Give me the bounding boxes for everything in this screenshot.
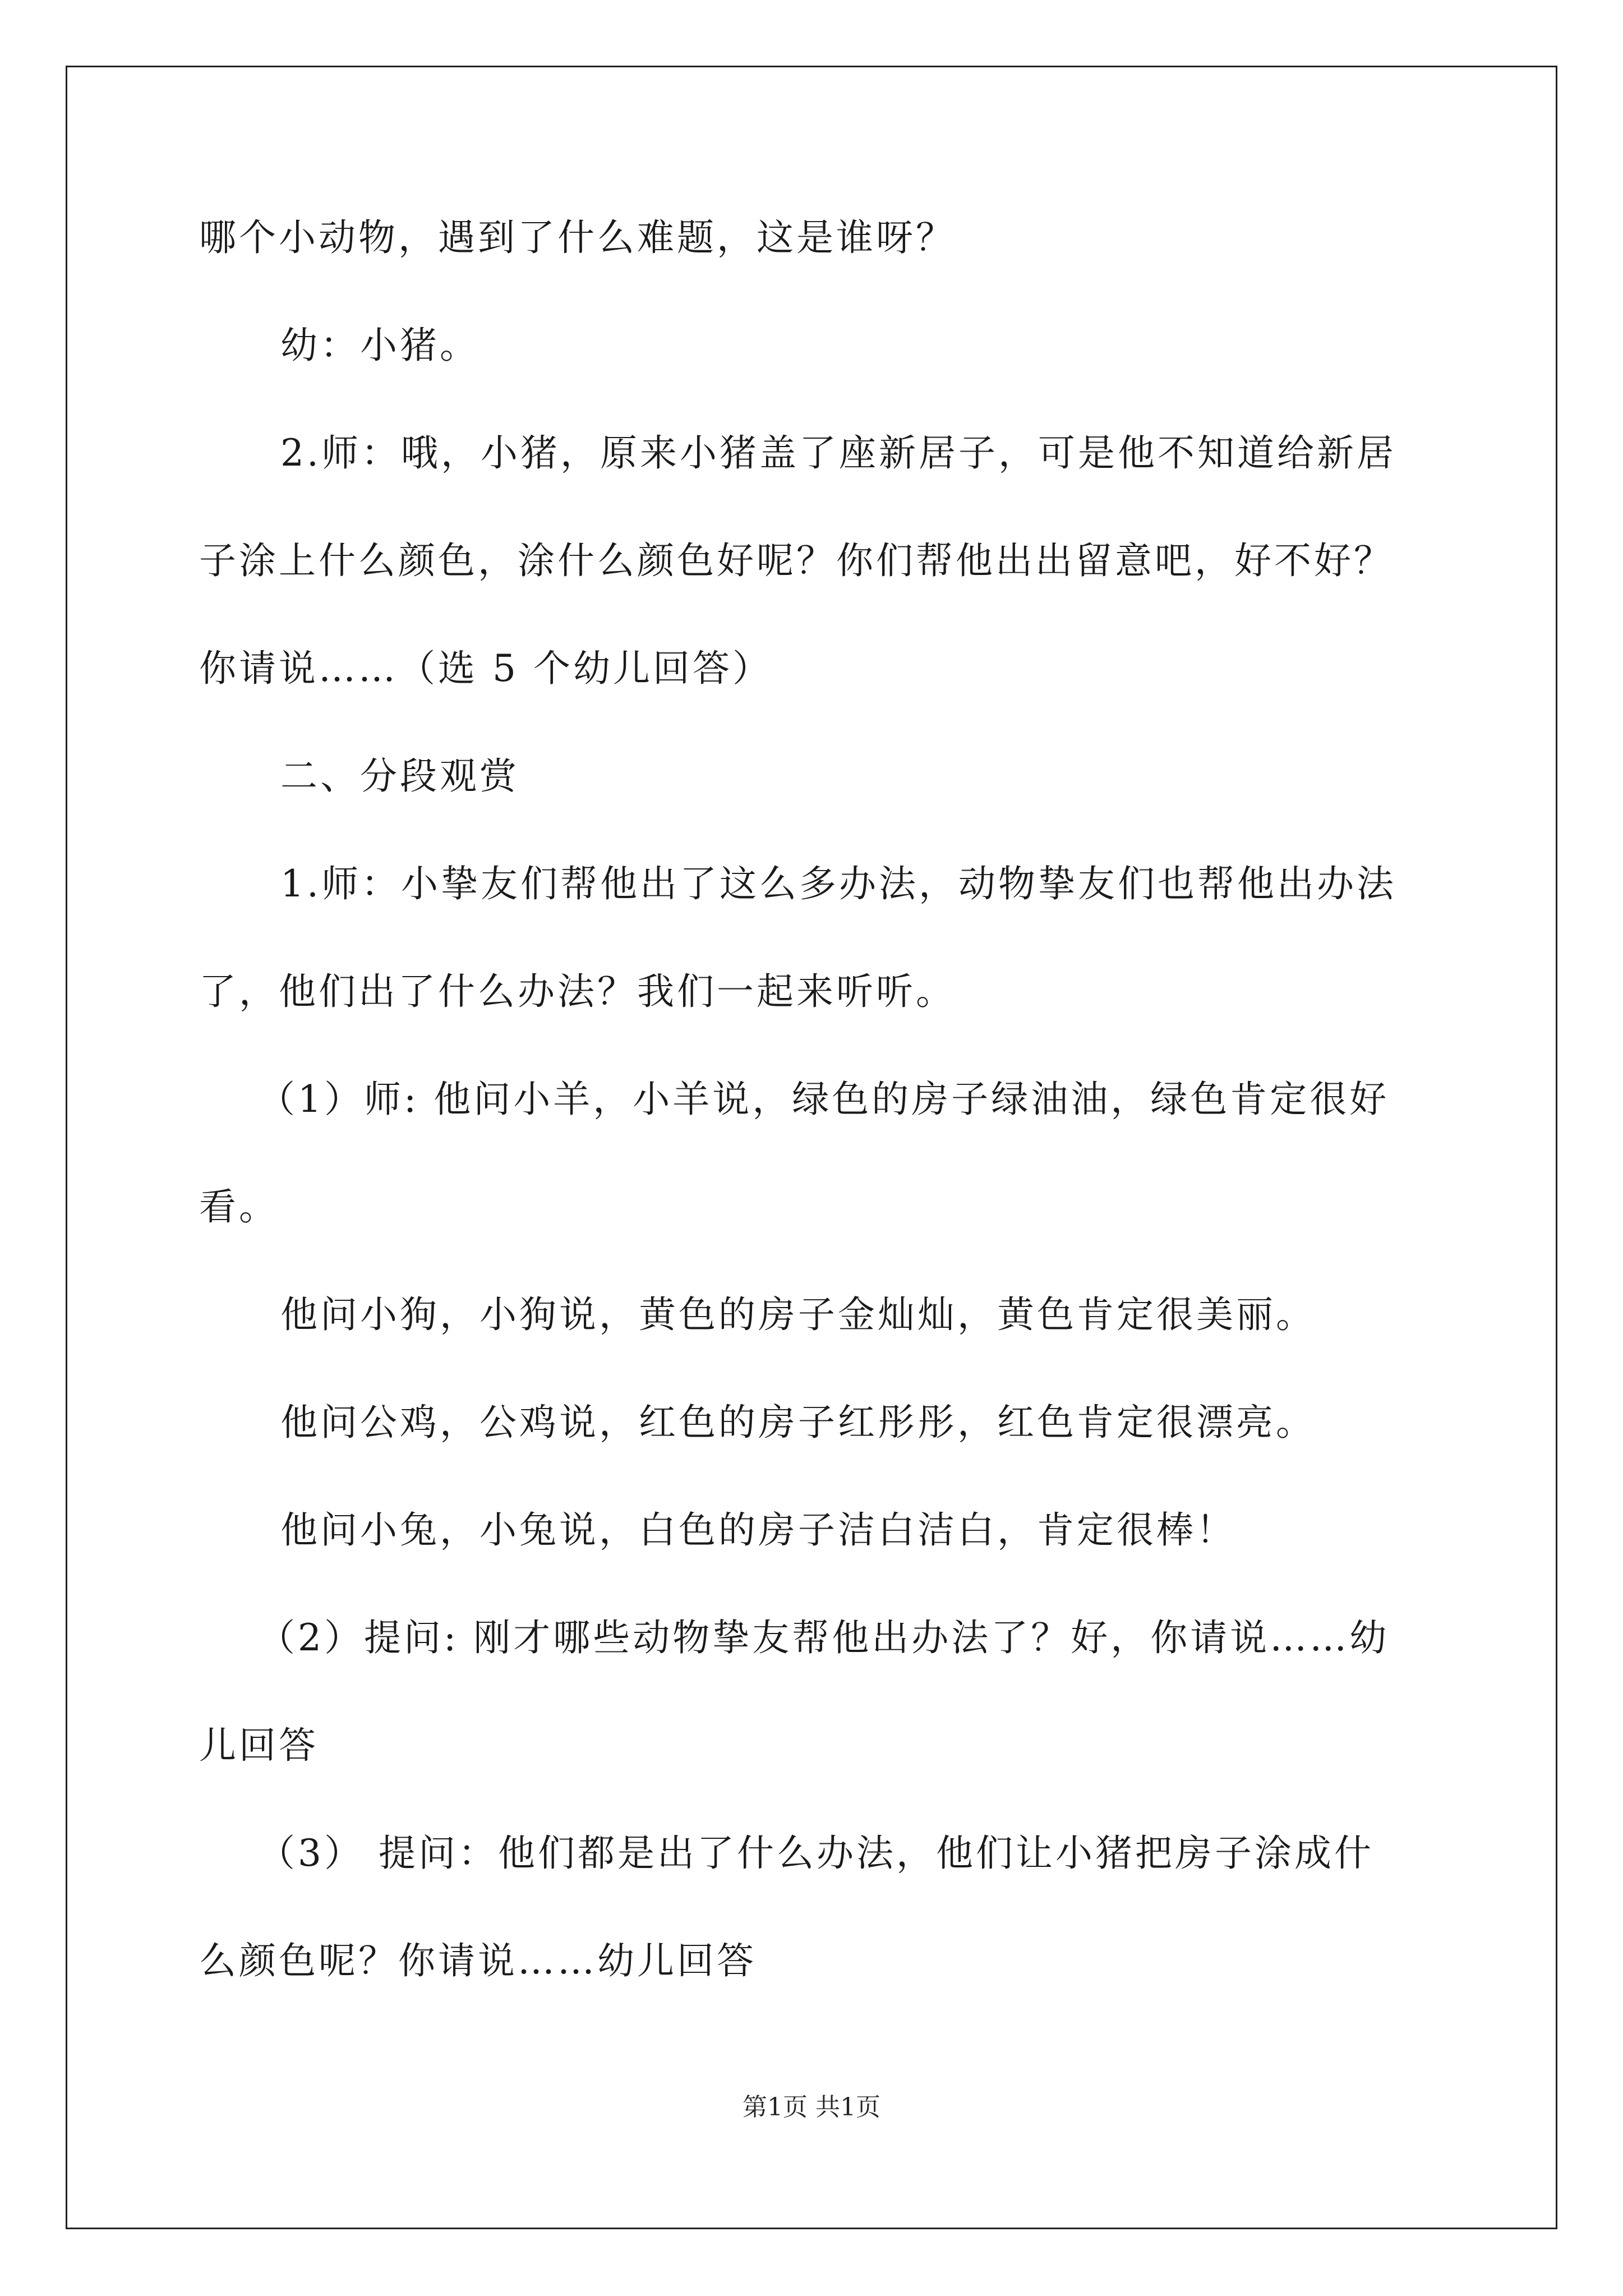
paragraph-line: 他问小兔，小兔说，白色的房子洁白洁白，肯定很棒！ xyxy=(280,1508,1236,1552)
paragraph-line: （1）师: 他问小羊，小羊说，绿色的房子绿油油，绿色肯定很好 xyxy=(258,1078,1390,1121)
paragraph-line: 了，他们出了什么办法？我们一起来听听。 xyxy=(199,970,956,1013)
page-footer: 第1页 共1页 xyxy=(743,2093,880,2122)
document-body xyxy=(199,210,1433,2041)
paragraph-line: 他问小狗，小狗说，黄色的房子金灿灿，黄色肯定很美丽。 xyxy=(280,1293,1316,1336)
paragraph-line: 儿回答 xyxy=(199,1724,319,1767)
paragraph-line: 1.师：小挚友们帮他出了这么多办法，动物挚友们也帮他出办法 xyxy=(280,862,1396,905)
paragraph-line: 幼：小猪。 xyxy=(280,324,479,367)
paragraph-line: 看。 xyxy=(199,1185,279,1228)
paragraph-line: （3） 提问：他们都是出了什么办法，他们让小猪把房子涂成什 xyxy=(258,1832,1374,1875)
paragraph-line: 他问公鸡，公鸡说，红色的房子红彤彤，红色肯定很漂亮。 xyxy=(280,1401,1316,1444)
paragraph-line: （2）提问: 刚才哪些动物挚友帮他出办法了？好，你请说……幼 xyxy=(258,1616,1390,1659)
paragraph-line: 子涂上什么颜色，涂什么颜色好呢？你们帮他出出留意吧，好不好？ xyxy=(199,539,1394,582)
paragraph-line: 么颜色呢？你请说……幼儿回答 xyxy=(199,1939,757,1982)
section-heading: 二、分段观赏 xyxy=(280,754,519,798)
paragraph-line: 2.师：哦，小猪，原来小猪盖了座新居子，可是他不知道给新居 xyxy=(280,431,1396,475)
paragraph-line: 哪个小动物，遇到了什么难题，这是谁呀？ xyxy=(199,216,956,259)
paragraph-line: 你请说……（选 5 个幼儿回答） xyxy=(199,647,772,690)
